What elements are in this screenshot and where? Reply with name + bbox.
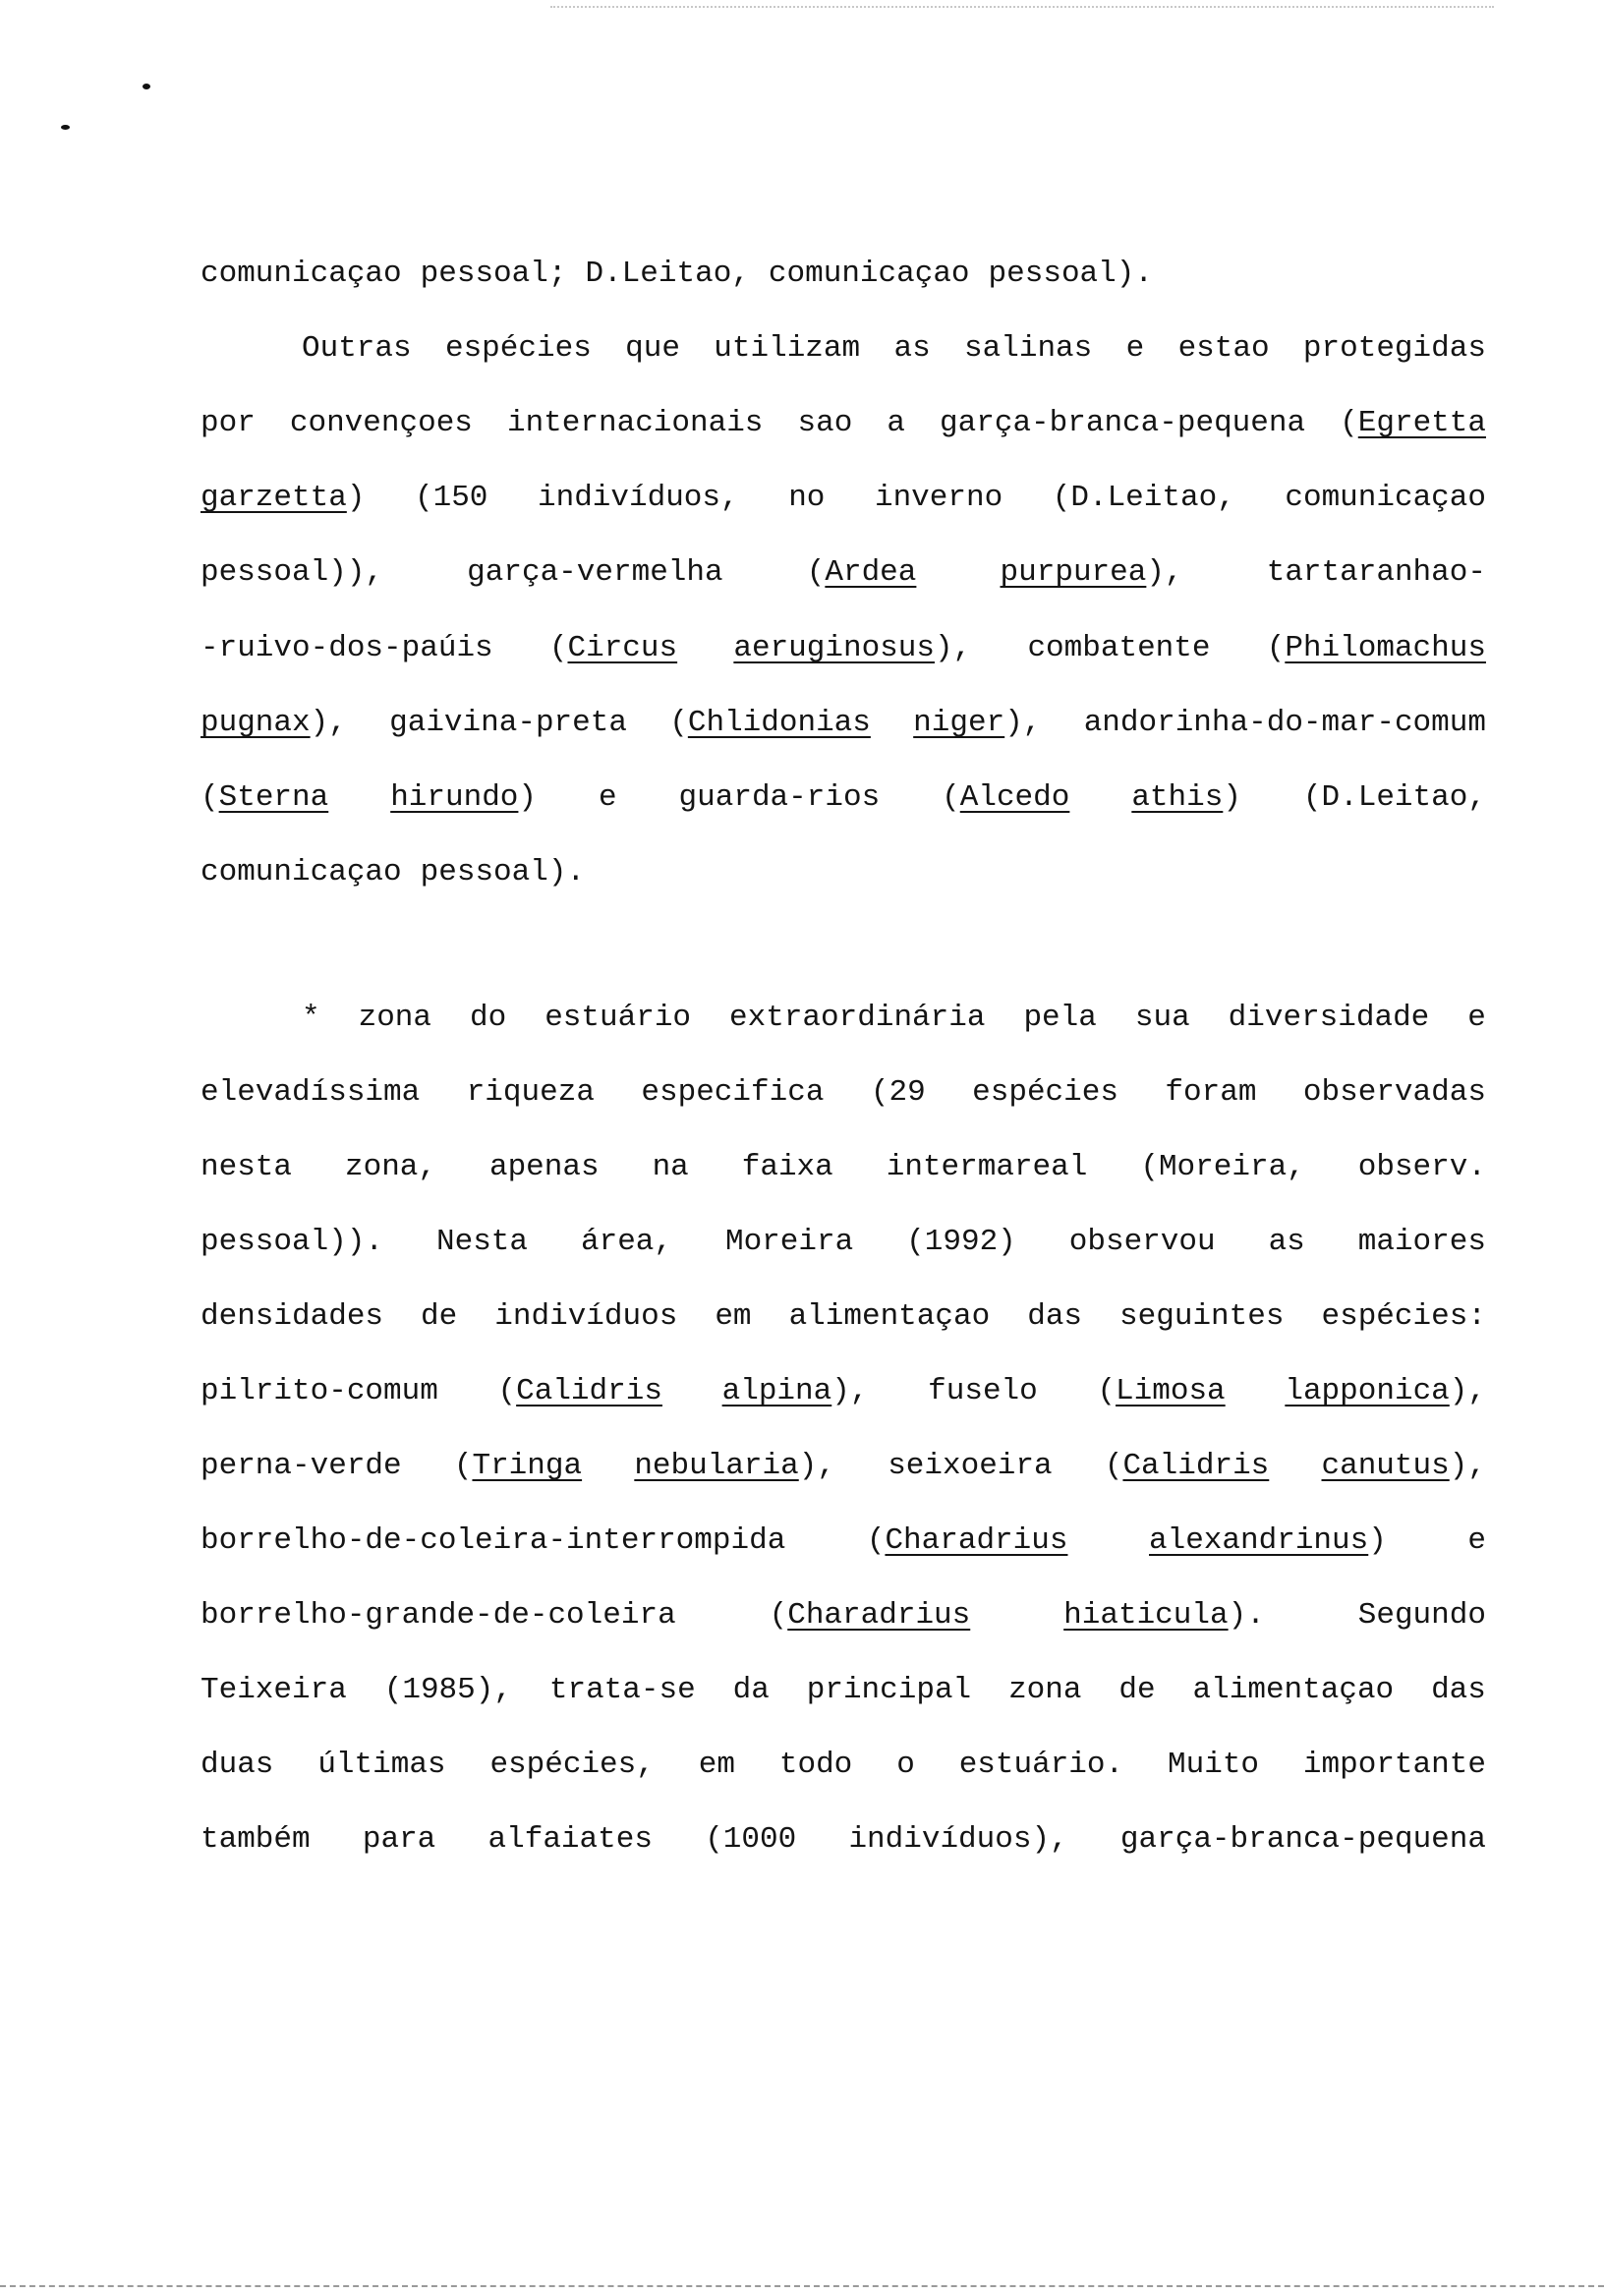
word: zona	[1008, 1673, 1082, 1707]
word: de	[421, 1299, 458, 1334]
word: (Charadrius	[866, 1523, 1068, 1558]
word: (150	[415, 481, 488, 515]
word: (Philomachus	[1266, 631, 1486, 665]
word: densidades	[200, 1299, 384, 1334]
word: utilizam	[714, 331, 861, 366]
word: apenas	[488, 1150, 600, 1184]
word: gaivina-preta	[389, 706, 627, 740]
text-line	[200, 1372, 1486, 1411]
word: pessoal).	[988, 257, 1153, 291]
text-line	[302, 999, 1486, 1038]
text-line	[200, 629, 1486, 668]
word: (Chlidonias	[669, 706, 871, 740]
word: alexandrinus)	[1149, 1523, 1387, 1558]
word: (Tringa	[453, 1449, 583, 1483]
word: -ruivo-dos-paúis	[200, 631, 493, 665]
word: pessoal).	[420, 855, 586, 890]
text-line	[200, 1671, 1486, 1710]
word: em	[698, 1748, 735, 1782]
text-line	[200, 1596, 1486, 1636]
word: garça-branca-pequena	[940, 406, 1306, 440]
word: indivíduos,	[537, 481, 739, 515]
word: Teixeira	[200, 1673, 347, 1707]
word: observ.	[1357, 1150, 1486, 1184]
text-line	[200, 255, 1486, 294]
word: as	[1268, 1225, 1305, 1259]
word: guarda-rios	[678, 780, 881, 815]
word: principal	[806, 1673, 972, 1707]
word: foram	[1165, 1075, 1257, 1110]
word: e	[1467, 1523, 1486, 1558]
word: e	[598, 780, 617, 815]
word: (Charadrius	[769, 1598, 971, 1633]
word: faixa	[741, 1150, 833, 1184]
word: (Ardea	[806, 555, 917, 590]
word: estao	[1177, 331, 1270, 366]
word: inverno	[874, 481, 1003, 515]
word: observou	[1068, 1225, 1216, 1259]
word: nebularia),	[634, 1449, 835, 1483]
word: borrelho-de-coleira-interrompida	[200, 1523, 786, 1558]
word: que	[625, 331, 680, 366]
text-line	[200, 479, 1486, 518]
word: especifica	[641, 1075, 825, 1110]
word: athis)	[1131, 780, 1241, 815]
word: protegidas	[1302, 331, 1486, 366]
word: pessoal)).	[200, 1225, 384, 1259]
word: alpina),	[721, 1374, 869, 1408]
word: observadas	[1302, 1075, 1486, 1110]
word: comunicaçao	[768, 257, 970, 291]
word: também	[200, 1822, 311, 1857]
word: indivíduos),	[848, 1822, 1068, 1857]
word: diversidade	[1228, 1001, 1430, 1035]
scan-mark	[143, 84, 150, 89]
word: (Limosa	[1097, 1374, 1226, 1408]
word: (Sterna	[200, 780, 329, 815]
text-line	[200, 1820, 1486, 1860]
word: elevadíssima	[200, 1075, 421, 1110]
word: purpurea),	[1000, 555, 1183, 590]
word: zona,	[344, 1150, 436, 1184]
text-line	[200, 1521, 1486, 1561]
word: fuselo	[928, 1374, 1038, 1408]
word: em	[715, 1299, 752, 1334]
word: estuário	[544, 1001, 692, 1035]
word: por	[200, 406, 256, 440]
word: D.Leitao,	[585, 257, 750, 291]
word: canutus),	[1321, 1449, 1486, 1483]
text-line	[200, 1223, 1486, 1262]
word: na	[652, 1150, 689, 1184]
word: e	[1467, 1001, 1486, 1035]
word: (Circus	[548, 631, 678, 665]
word: garça-branca-pequena	[1119, 1822, 1486, 1857]
word: pessoal;	[420, 257, 567, 291]
word: espécies,	[489, 1748, 655, 1782]
text-line	[200, 853, 1486, 892]
text-line	[200, 1297, 1486, 1337]
word: perna-verde	[200, 1449, 402, 1483]
word: salinas	[964, 331, 1093, 366]
word: maiores	[1357, 1225, 1486, 1259]
scan-edge-top	[550, 6, 1494, 12]
word: sua	[1134, 1001, 1190, 1035]
word: Outras	[302, 331, 412, 366]
text-line	[200, 1073, 1486, 1113]
word: todo	[778, 1748, 853, 1782]
word: estuário.	[958, 1748, 1124, 1782]
text-line	[302, 329, 1486, 369]
text-line	[200, 704, 1486, 743]
word: o	[896, 1748, 915, 1782]
word: as	[893, 331, 931, 366]
word: no	[788, 481, 826, 515]
word: Moreira	[724, 1225, 854, 1259]
word: de	[1118, 1673, 1156, 1707]
word: seguintes	[1119, 1299, 1285, 1334]
word: espécies	[444, 331, 592, 366]
word: (Calidris	[1104, 1449, 1270, 1483]
word: a	[887, 406, 905, 440]
word: aeruginosus),	[733, 631, 972, 665]
word: nesta	[200, 1150, 293, 1184]
word: (29	[870, 1075, 926, 1110]
word: (Calidris	[497, 1374, 662, 1408]
word: do	[470, 1001, 507, 1035]
word: últimas	[317, 1748, 446, 1782]
word: hiaticula).	[1063, 1598, 1265, 1633]
word: duas	[200, 1748, 274, 1782]
word: *	[302, 1001, 320, 1035]
word: zona	[358, 1001, 432, 1035]
word: (1000	[705, 1822, 797, 1857]
word: intermareal	[886, 1150, 1088, 1184]
word: (1985),	[383, 1673, 512, 1707]
word: das	[1431, 1673, 1486, 1707]
word: combatente	[1027, 631, 1211, 665]
text-line	[200, 1447, 1486, 1486]
word: comunicaçao	[200, 257, 402, 291]
word: internacionais	[506, 406, 764, 440]
word: convençoes	[289, 406, 473, 440]
word: borrelho-grande-de-coleira	[200, 1598, 676, 1633]
word: e	[1125, 331, 1145, 366]
word: (1992)	[906, 1225, 1016, 1259]
word: (D.Leitao,	[1302, 780, 1486, 815]
word: (Egretta	[1340, 406, 1486, 440]
word: niger),	[913, 706, 1042, 740]
scan-mark	[61, 125, 70, 130]
text-line	[200, 1148, 1486, 1187]
text-line	[200, 1746, 1486, 1785]
text-line	[200, 404, 1486, 443]
word: comunicaçao	[200, 855, 402, 890]
word: (D.Leitao,	[1052, 481, 1235, 515]
word: das	[1027, 1299, 1083, 1334]
word: comunicaçao	[1285, 481, 1486, 515]
word: indivíduos	[494, 1299, 678, 1334]
word: espécies	[972, 1075, 1118, 1110]
word: alimentaçao	[788, 1299, 991, 1334]
word: (Moreira,	[1140, 1150, 1305, 1184]
scan-edge-bottom	[0, 2285, 1604, 2287]
word: pela	[1023, 1001, 1097, 1035]
text-line	[200, 778, 1486, 818]
word: importante	[1302, 1748, 1486, 1782]
word: Muito	[1168, 1748, 1260, 1782]
word: extraordinária	[729, 1001, 986, 1035]
word: lapponica),	[1285, 1374, 1486, 1408]
word: tartaranhao-	[1266, 555, 1486, 590]
word: trata-se	[548, 1673, 696, 1707]
word: espécies:	[1321, 1299, 1486, 1334]
word: pugnax),	[200, 706, 347, 740]
word: área,	[580, 1225, 672, 1259]
word: garzetta)	[200, 481, 366, 515]
word: garça-vermelha	[467, 555, 723, 590]
word: Segundo	[1357, 1598, 1486, 1633]
word: pessoal)),	[200, 555, 384, 590]
word: seixoeira	[888, 1449, 1053, 1483]
word: alfaiates	[487, 1822, 653, 1857]
word: hirundo)	[390, 780, 538, 815]
word: sao	[797, 406, 853, 440]
word: da	[732, 1673, 770, 1707]
text-line	[200, 553, 1486, 593]
word: (Alcedo	[942, 780, 1070, 815]
word: andorinha-do-mar-comum	[1083, 706, 1486, 740]
word: alimentaçao	[1192, 1673, 1395, 1707]
word: pilrito-comum	[200, 1374, 438, 1408]
word: para	[362, 1822, 436, 1857]
word: Nesta	[436, 1225, 529, 1259]
word: riqueza	[466, 1075, 595, 1110]
